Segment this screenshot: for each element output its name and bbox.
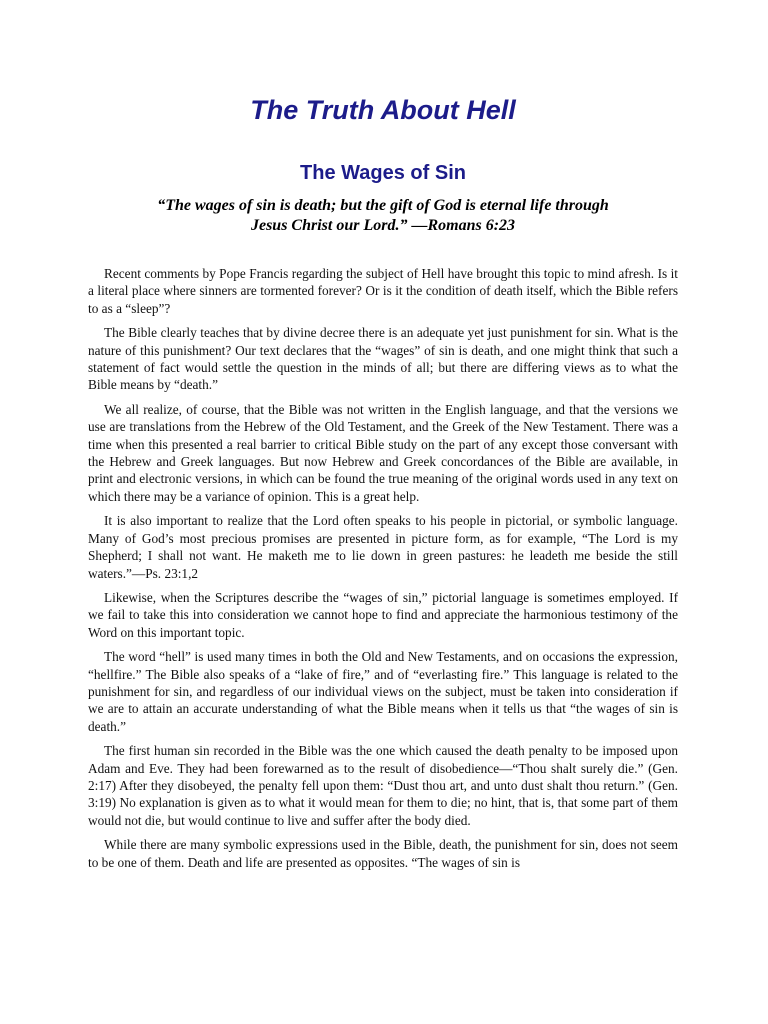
epigraph-line-1: “The wages of sin is death; but the gift of God is eternal life through [157, 197, 609, 214]
epigraph-quote [88, 196, 678, 236]
paragraph-2: The Bible clearly teaches that by divine decree there is an adequate yet just punishment for sin. What is the nature of this punishment? Our text declares that the “wages” of sin is death, and one might think that such a statement of fact would settle the question in the minds of all; but there are differing views as to what the Bible means by “death.” [88, 325, 678, 393]
document-page [88, 0, 678, 1024]
paragraph-7: The first human sin recorded in the Bible was the one which caused the death penalty to be imposed upon Adam and Eve. They had been forewarned as to the result of disobedience—“Thou shalt surely die.” (Gen. 2:17) After they disobeyed, the penalty fell upon them: “Dust thou art, and unto dust shalt thou return.” (Gen. 3:19) No explanation is given as to what it would mean for them to die; no hint, that is, that some part of them would not die, but would continue to live and suffer after the body died. [88, 743, 678, 828]
epigraph-line-2: Jesus Christ our Lord.” —Romans 6:23 [250, 217, 516, 234]
section-heading: The Wages of Sin [300, 162, 466, 184]
paragraph-1: Recent comments by Pope Francis regarding the subject of Hell have brought this topic to mind afresh. Is it a literal place where sinners are tormented forever? Or is it the condition of death itself, which the Bible refers to as a “sleep”? [88, 266, 678, 316]
body-text [88, 265, 678, 871]
paragraph-4: It is also important to realize that the Lord often speaks to his people in pictorial, or symbolic language. Many of God’s most precious promises are presented in picture form, as for example, “The Lord is my Shepherd; I shall not want. He maketh me to lie down in green pastures: he leadeth me beside the still waters.”—Ps. 23:1,2 [88, 513, 678, 581]
document-title: The Truth About Hell [250, 95, 516, 125]
paragraph-3: We all realize, of course, that the Bible was not written in the English language, and that the versions we use are translations from the Hebrew of the Old Testament, and the Greek of the New Testament. There was a time when this presented a real barrier to critical Bible study on the part of any except those conversant with the Hebrew and Greek languages. But now Hebrew and Greek concordances of the Bible are available, in print and electronic versions, in which can be found the true meaning of the original words used in any text on which there may be a variance of opinion. This is a great help. [88, 401, 678, 504]
paragraph-6: The word “hell” is used many times in both the Old and New Testaments, and on occasions the expression, “hellfire.” The Bible also speaks of a “lake of fire,” and of “everlasting fire.” This language is related to the punishment for sin, and regardless of our individual views on the subject, must be taken into consideration if we are to attain an accurate understanding of what the Bible means when it tells us that “the wages of sin is death.” [88, 649, 678, 734]
paragraph-8: While there are many symbolic expressions used in the Bible, death, the punishment for sin, does not seem to be one of them. Death and life are presented as opposites. “The wages of sin is [88, 837, 678, 870]
paragraph-5: Likewise, when the Scriptures describe the “wages of sin,” pictorial language is sometimes employed. If we fail to take this into consideration we cannot hope to find and appreciate the harmonious testimony of the Word on this important topic. [88, 589, 678, 640]
